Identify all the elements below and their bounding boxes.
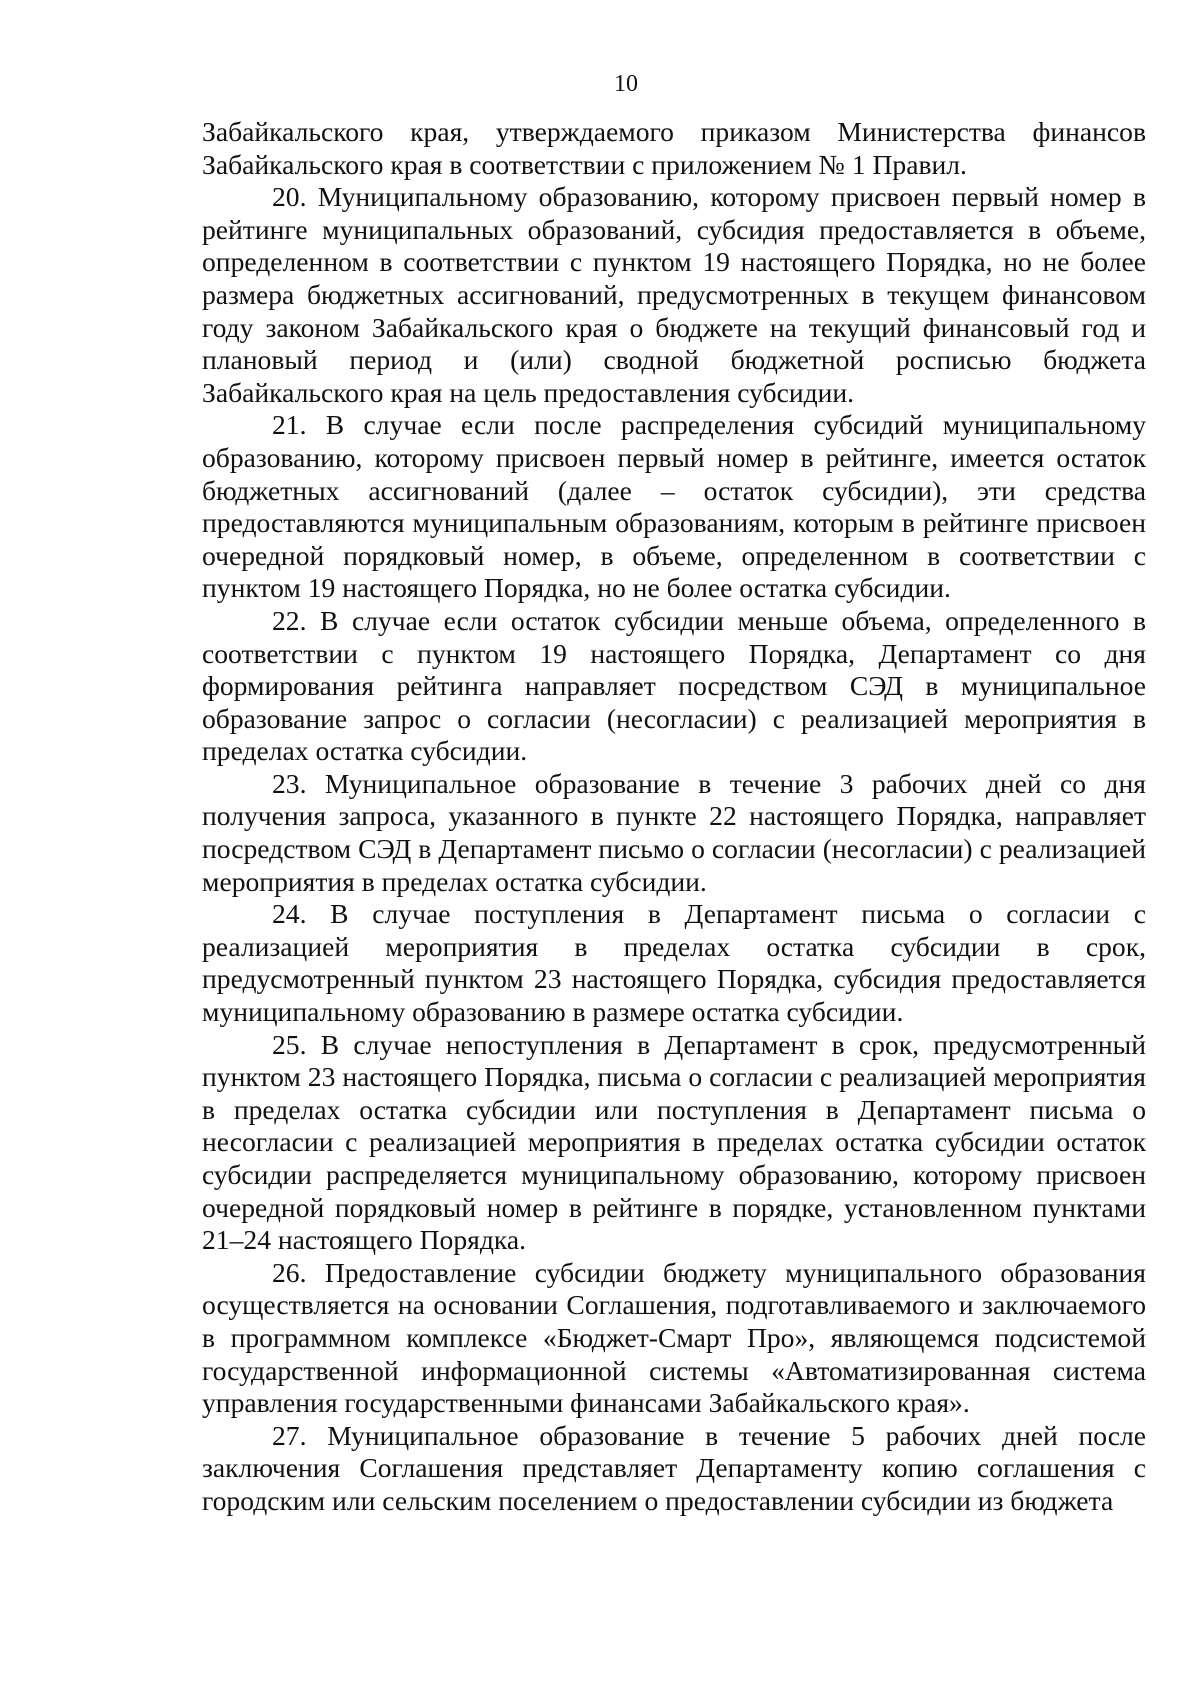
page-number: 10	[614, 71, 638, 97]
paragraph-21: 21. В случае если после распределения субсидий муниципальному образованию, которому присвоен первый номер в рейтинге, имеется остаток бюджетных ассигнований (далее – остаток субсидии), эти средства предоставляются муниципальным образованиям, которым в рейтинге присвоен очередной порядковый номер, в объеме, определенном в соответствии с пунктом 19 настоящего Порядка, но не более остатка субсидии.	[202, 409, 1146, 604]
paragraph-23: 23. Муниципальное образование в течение 3 рабочих дней со дня получения запроса, указанного в пункте 22 настоящего Порядка, направляет посредством СЭД в Департамент письмо о согласии (несогласии) с реализацией мероприятия в пределах остатка субсидии.	[202, 767, 1146, 897]
paragraph-continuation: Забайкальского края, утверждаемого приказом Министерства финансов Забайкальского края в соответствии с приложением № 1 Правил.	[202, 116, 1146, 180]
paragraph-20: 20. Муниципальному образованию, которому присвоен первый номер в рейтинге муниципальных образований, субсидия предоставляется в объеме, определенном в соответствии с пунктом 19 настоящего Порядка, но не более размера бюджетных ассигнований, предусмотренных в текущем финансовом году законом Забайкальского края о бюджете на текущий финансовый год и плановый период и (или) сводной бюджетной росписью бюджета Забайкальского края на цель предоставления субсидии.	[202, 181, 1146, 408]
document-body	[202, 116, 1146, 1518]
paragraph-26: 26. Предоставление субсидии бюджету муниципального образования осуществляется на основании Соглашения, подготавливаемого и заключаемого в программном комплексе «Бюджет-Смарт Про», являющемся подсистемой государственной информационной системы «Автоматизированная система управления государственными финансами Забайкальского края».	[202, 1256, 1146, 1419]
paragraph-22: 22. В случае если остаток субсидии меньше объема, определенного в соответствии с пунктом 19 настоящего Порядка, Департамент со дня формирования рейтинга направляет посредством СЭД в муниципальное образование запрос о согласии (несогласии) с реализацией мероприятия в пределах остатка субсидии.	[202, 604, 1146, 767]
paragraph-25: 25. В случае непоступления в Департамент в срок, предусмотренный пунктом 23 настоящего Порядка, письма о согласии с реализацией мероприятия в пределах остатка субсидии или поступления в Департамент письма о несогласии с реализацией мероприятия в пределах остатка субсидии остаток субсидии распределяется муниципальному образованию, которому присвоен очередной порядковый номер в рейтинге в порядке, установленном пунктами 21–24 настоящего Порядка.	[202, 1028, 1146, 1256]
paragraph-24: 24. В случае поступления в Департамент письма о согласии с реализацией мероприятия в пределах остатка субсидии в срок, предусмотренный пунктом 23 настоящего Порядка, субсидия предоставляется муниципальному образованию в размере остатка субсидии.	[202, 898, 1146, 1028]
paragraph-27: 27. Муниципальное образование в течение 5 рабочих дней после заключения Соглашения представляет Департаменту копию соглашения с городским или сельским поселением о предоставлении субсидии из бюджета	[202, 1419, 1146, 1516]
